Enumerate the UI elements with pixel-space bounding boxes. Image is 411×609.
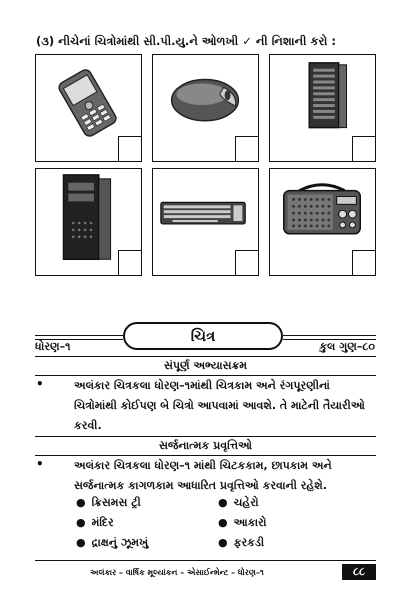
- picture-cell: [269, 168, 376, 276]
- checkbox[interactable]: [352, 250, 375, 275]
- checkbox[interactable]: [118, 136, 141, 161]
- section-title-creative-activities: સર્જનાત્મક પ્રવૃત્તિઓ: [158, 439, 253, 452]
- checkbox[interactable]: [352, 136, 375, 161]
- question-text: (૩) નીચેનાં ચિત્રોમાંથી સી.પી.યુ.ને ઓળખી ✓ ની નિશાની કરો :: [36, 34, 336, 48]
- list-item: ● ફરકડી: [218, 536, 265, 549]
- picture-grid: [35, 54, 376, 276]
- list-item: ● દ્રાક્ષનું ઝૂમખું: [76, 536, 149, 549]
- bullet-icon: •: [36, 377, 44, 391]
- list-item: ● આકારો: [218, 516, 267, 529]
- picture-cell: [35, 54, 142, 162]
- subject-title: ચિત્ર: [123, 322, 283, 350]
- footer-text: અલંકાર – વાર્ષિક મૂલ્યાંકન – એસાઈન્મેન્ટ – ધોરણ–૧: [90, 568, 264, 577]
- list-item: ● મંદિર: [76, 516, 114, 529]
- standard-label: ધોરણ–૧: [35, 340, 71, 353]
- bullet-icon: ●: [218, 536, 228, 549]
- bullet-icon: ●: [76, 516, 86, 529]
- checkbox[interactable]: [118, 250, 141, 275]
- picture-cell: [35, 168, 142, 276]
- footer-divider: [35, 560, 376, 561]
- divider: [35, 356, 376, 357]
- section-title-full-syllabus: સંપૂર્ણ અભ્યાસક્રમ: [163, 359, 248, 372]
- section2-paragraph: અલંકાર ચિત્રકલા ધોરણ–૧ માંથી ચિટકકામ, છાપકામ અને સર્જનાત્મક કાગળકામ આધારિત પ્રવૃત્તિઓ કરવાની રહેશે.: [74, 459, 332, 492]
- bullet-icon: •: [36, 457, 44, 471]
- divider: [35, 335, 123, 336]
- bullet-icon: ●: [218, 496, 228, 509]
- picture-cell: [269, 54, 376, 162]
- picture-cell: [152, 168, 259, 276]
- checkbox[interactable]: [235, 250, 258, 275]
- total-marks-label: કુલ ગુણ–૮૦: [319, 340, 375, 353]
- section1-paragraph: અલંકાર ચિત્રકલા ધોરણ–૧માંથી ચિત્રકામ અને રંગપૂરણીનાં ચિત્રોમાંથી કોઈપણ બે ચિત્રો આપવામાં આવશે. તે માટેની તૈયારીઓ કરવી.: [74, 379, 365, 432]
- divider: [35, 436, 376, 437]
- page-number: ૮૮: [342, 564, 376, 580]
- divider: [283, 335, 376, 336]
- bullet-icon: ●: [76, 536, 86, 549]
- list-item: ● ચહેરો: [218, 496, 259, 509]
- checkbox[interactable]: [235, 136, 258, 161]
- bullet-icon: ●: [76, 496, 86, 509]
- bullet-icon: ●: [218, 516, 228, 529]
- list-item: ● ક્રિસમસ ટ્રી: [76, 496, 141, 509]
- picture-cell: [152, 54, 259, 162]
